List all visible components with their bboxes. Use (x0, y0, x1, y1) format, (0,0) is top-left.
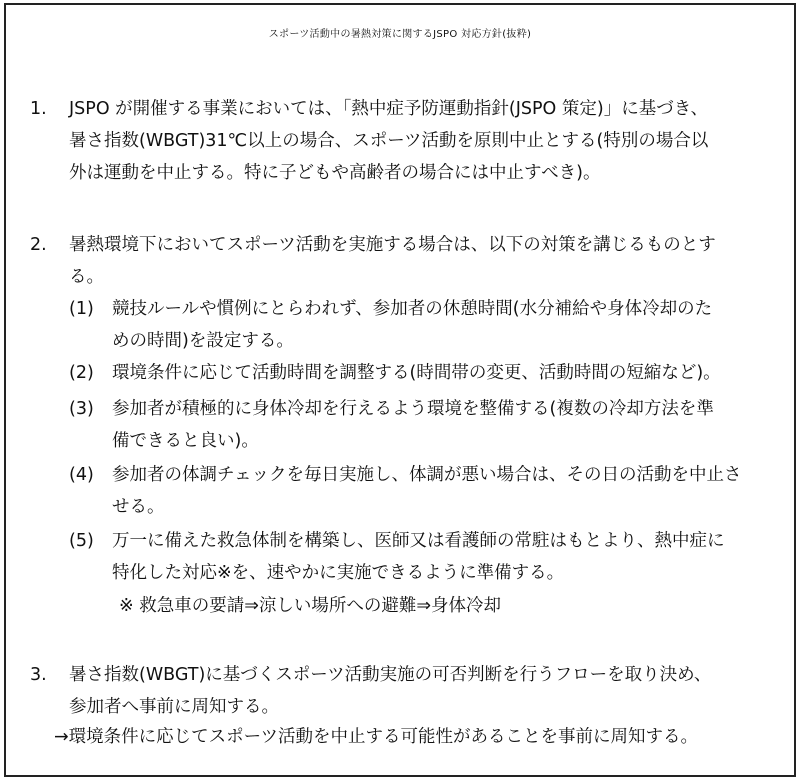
item-2-line-2: る。 (69, 267, 104, 287)
subitem-3-line-2: 備できると良い)。 (112, 431, 259, 451)
subitem-1-line-1: 競技ルールや慣例にとらわれず、参加者の休憩時間(水分補給や身体冷却のた (112, 299, 713, 319)
item-1-number: 1. (30, 99, 47, 119)
subitem-2-line-1: 環境条件に応じて活動時間を調整する(時間帯の変更、活動時間の短縮など)。 (112, 363, 721, 383)
item-3-line-2: 参加者へ事前に周知する。 (69, 697, 279, 717)
subitem-1-line-2: めの時間)を設定する。 (112, 331, 294, 351)
note-line: ※ 救急車の要請⇒涼しい場所への避難⇒身体冷却 (119, 596, 502, 616)
subitem-4-line-2: せる。 (112, 497, 165, 517)
subitem-2-number: (2) (69, 363, 94, 383)
document-frame (4, 3, 796, 777)
item-2-line-1: 暑熱環境下においてスポーツ活動を実施する場合は、以下の対策を講じるものとす (69, 235, 716, 255)
item-3-number: 3. (30, 665, 47, 685)
item-1-line-2: 暑さ指数(WBGT)31℃以上の場合、スポーツ活動を原則中止とする(特別の場合以 (69, 131, 709, 151)
item-3-line-1: 暑さ指数(WBGT)に基づくスポーツ活動実施の可否判断を行うフローを取り決め、 (69, 665, 712, 685)
subitem-3-number: (3) (69, 399, 94, 419)
subitem-5-line-1: 万一に備えた救急体制を構築し、医師又は看護師の常駐はもとより、熱中症に (112, 531, 725, 551)
subitem-3-line-1: 参加者が積極的に身体冷却を行えるよう環境を整備する(複数の冷却方法を準 (112, 399, 714, 419)
document-title: スポーツ活動中の暑熱対策に関するJSPO 対応方針(抜粋) (268, 29, 532, 40)
item-2-number: 2. (30, 235, 47, 255)
subitem-5-line-2: 特化した対応※を、速やかに実施できるように準備する。 (112, 563, 565, 583)
subitem-4-number: (4) (69, 465, 94, 485)
item-1-line-3: 外は運動を中止する。特に子どもや高齢者の場合には中止すべき)。 (69, 163, 601, 183)
subitem-5-number: (5) (69, 531, 94, 551)
item-1-line-1: JSPO が開催する事業においては、「熱中症予防運動指針(JSPO 策定)」に基づき、 (69, 99, 709, 119)
subitem-4-line-1: 参加者の体調チェックを毎日実施し、体調が悪い場合は、その日の活動を中止さ (112, 465, 742, 485)
item-3-arrow-line: →環境条件に応じてスポーツ活動を中止する可能性があることを事前に周知する。 (54, 727, 698, 747)
subitem-1-number: (1) (69, 299, 94, 319)
